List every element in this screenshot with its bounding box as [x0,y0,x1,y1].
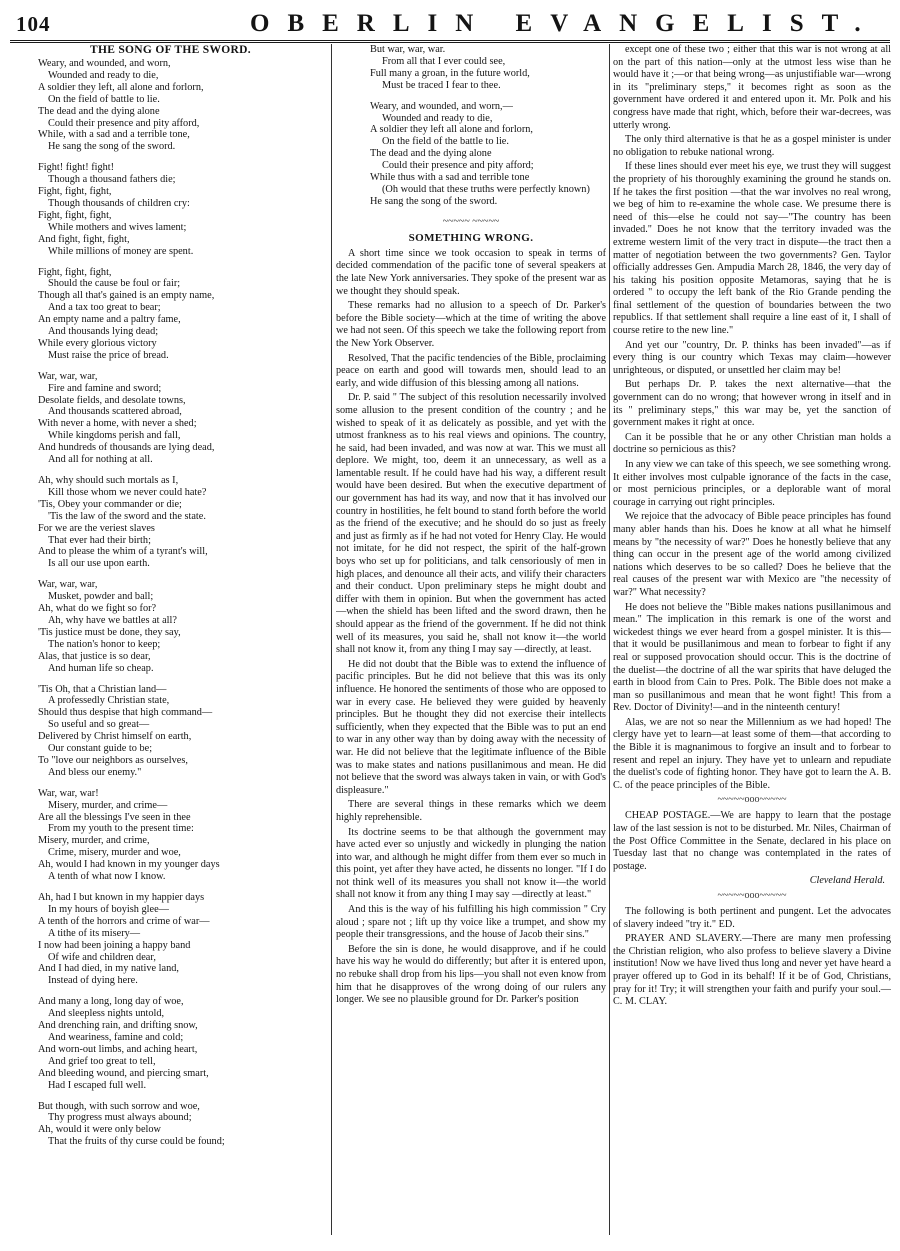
poem-line: While kingdoms perish and fall, [48,430,181,442]
article-paragraph: Alas, we are not so near the Millennium as we had hoped! The clergy have yet to learn—at least some of them—that according to the Bible it is magnanimous to forgive an insult and to forbear to resent and repel an injury. They have yet to unlearn and repudiate the duelist's code of fighting honor. They have got to learn the A. B. C. of the peace principles of the Bible. [613,716,891,791]
poem-line: Our constant guide to be; [48,743,153,755]
separator: ~~~~~ooo~~~~~ [717,890,787,901]
poem-line: 'Tis the law of the sword and the state. [48,510,206,522]
poem-line: On the field of the battle to lie. [382,136,509,148]
poem-stanza [38,1101,328,1149]
article-paragraph: Its doctrine seems to be that although the government may have acted ever so unjustly and wickedly in plunging the nation into war, and although he might differ from them ever so much in this point, yet after they have acted, he dissents no longer. "If I do not think well of its measures you shall not know it—the world shall not know it from any thing I may say —directly at least." [336,826,606,901]
poem-line: Must be traced I fear to thee. [382,79,501,91]
article-paragraph: except one of these two ; either that this war is not wrong at all on the part of this nation—only at the utmost less wise than he would have it ;—or that being wrong—as unjustifiable war—wrong in its "preliminary steps," it becomes right as soon as the government have ordered it and entered upon it. Mr. Polk and his congress have made that right, which, before their war-decrees, was utterly wrong. [613,44,891,131]
poem-line: Should thus despise that high command— [38,707,213,719]
poem-line: Ah, would it were only below [38,1124,161,1136]
poem-line: 'Tis, Obey your commander or die; [38,498,182,510]
column-poem [38,44,328,1239]
poem-line: That ever had their birth; [48,534,151,546]
poem-line: War, war, war! [38,787,99,799]
poem-line: An empty name and a paltry fame, [38,314,181,326]
poem-line: And worn-out limbs, and aching heart, [38,1043,198,1055]
poem-line: A tenth of the horrors and crime of war— [38,915,210,927]
poem-line: While millions of money are spent. [48,245,194,257]
article-paragraph: And this is the way of his fulfilling his high commission " Cry aloud ; spare not ; lift up thy voice like a trumpet, and show my people their transgressions, and the house of Jacob their sins." [336,904,606,941]
poem-line: Is all our use upon earth. [48,558,150,570]
poem-line: Could their presence and pity afford, [48,117,200,129]
poem-line: While mothers and wives lament; [48,221,187,233]
poem-line: A tithe of its misery— [48,927,141,939]
article-paragraph: These remarks had no allusion to a speech of Dr. Parker's before the Bible society—which at the time of writing the above we had not seen. Of this speech we take the following report from the New York Observer. [336,300,606,349]
poem-title: THE SONG OF THE SWORD. [90,44,251,56]
poem-line: Misery, murder, and crime, [38,835,150,847]
poem-stanza [38,162,328,257]
poem-line: Instead of dying here. [48,975,138,987]
poem-line: Though a thousand fathers die; [48,174,176,186]
poem-stanza [38,996,328,1091]
poem-line: Must raise the price of bread. [48,349,169,361]
poem-line: And drenching rain, and drifting snow, [38,1020,198,1032]
poem-line: A professedly Christian state, [48,695,170,707]
poem-line: That the fruits of thy curse could be found; [48,1136,225,1148]
poem-line: Had I escaped full well. [48,1079,147,1091]
poem-line: 'Tis justice must be done, they say, [38,626,181,638]
poem-line: Fire and famine and sword; [48,382,162,394]
poem-line: And to please the whim of a tyrant's will, [38,546,208,558]
poem-stanza [38,788,328,883]
poem-line: And a tax too great to bear; [48,302,161,314]
masthead [10,6,890,43]
poem-line: Crime, misery, murder and woe, [48,847,181,859]
poem-line: From all that I ever could see, [382,55,506,67]
poem-line: And hundreds of thousands are lying dead, [38,442,215,454]
poem-stanza [38,58,328,153]
poem-line: Though all that's gained is an empty name, [38,290,215,302]
article-paragraph: There are several things in these remarks which we deem highly reprehensible. [336,799,606,823]
poem-line: And thousands lying dead; [48,326,159,338]
poem-line: To "love our neighbors as ourselves, [38,754,188,766]
article-title: SOMETHING WRONG. [408,231,534,244]
article-paragraph: But perhaps Dr. P. takes the next alternative—that the government can do no wrong; that however wrong in itself and in its " preliminary steps," this war may be, yet the sanction of government makes it right at once. [613,379,891,429]
poem-line: And sleepless nights untold, [48,1008,165,1020]
poem-line: While thus with a sad and terrible tone [370,172,530,184]
poem-line: War, war, war, [38,579,98,591]
poem-stanza [336,101,606,208]
article-paragraph: He does not believe the "Bible makes nations pusillanimous and mean." The implication in this remark is one of the worst and wickedest things we ever heard from a gospel minister. It is this—that it would be pusillanimous and mean to forbear to fight if any real or supposed provocation should occur. This is the doctrine of the duelist—the doctrine of all the war spirits that have deluged the earth in blood from Cain to Pres. Polk. The Bible does not make a man so pusillanimous and mean that he wont fight! This from a Rev. Doctor of Divinity!—and in the ninteenth century! [613,601,891,714]
poem-stanza [38,684,328,779]
article-paragraph: Resolved, That the pacific tendencies of the Bible, proclaiming peace on earth and good will towards men, should lead to an early, and wide diffusion of this blessing among all nations. [336,352,606,389]
article-continued [613,44,891,792]
poem-line: But war, war, war. [370,44,446,55]
article-paragraph: Dr. P. said " The subject of this resolution necessarily involved some allusion to the present condition of the country ; and he wished to speak of it as delicately as possible, and yet with the utmost frankness as to his real views and opinions. The country, he said, had been invaded, and was now at war. This we must all deplore. We might, too, deem it an unnecessary, as well as a lamentable result. If he could have had his way, a different result would have been desired. But when the executive department of our government has had its way, and now that it has involved our country in hostilities, he felt bound to stand forth before the world as the friend of the executive; and he should do so just as freely and just as firmly as if he had not voted for Henry Clay. He would not imitate, for he did not respect, the spirit of the half-grown boys who set up for politicians, and talk censoriously of men in high places, and denounce all their acts, and vilify their characters and their conduct. Upon preliminary steps he might doubt and differ with them in opinion. But when the government has acted—when the shield has been lifted and the sword drawn, then he should appear as the friend of the government. If he did not think well of its measures, you said he, shall not know it—the world shall not know it, from any thing I may say —directly, at least. [336,392,606,656]
poem-line: Desolate fields, and desolate towns, [38,394,186,406]
poem-line: On the field of battle to lie. [48,93,160,105]
slavery-intro: The following is both pertinent and pungent. Let the advocates of slavery indeed "try it." ED. [613,906,891,930]
article-paragraph: In any view we can take of this speech, we see something wrong. It either involves most culpable ignorance of the facts in the case, or most pernicious principles, or a deplorable want of moral courage in carrying out right principles. [613,459,891,508]
poem-line: I now had been joining a happy band [38,939,191,951]
postage-notice: CHEAP POSTAGE.—We are happy to learn that the postage law of the last session is not to be disturbed. Mr. Niles, Chairman of the Post Office Committee in the Senate, declared in his place on Tuesday last that no change was contemplated in the rates of postage. [613,810,891,872]
poem-line: Misery, murder, and crime— [48,799,168,811]
poem-line: Ah, had I but known in my happier days [38,892,205,903]
poem-line: Ah, would I had known in my younger days [38,859,220,871]
column-right [613,44,891,1239]
poem-line: And weariness, famine and cold; [48,1031,184,1043]
poem-line: And all for nothing at all. [48,454,153,466]
poem-stanza [38,475,328,570]
poem-line: And fight, fight, fight, [38,233,130,245]
poem-stanza [38,267,328,362]
poem-line: Wounded and ready to die, [48,69,159,81]
poem-line: A soldier they left, all alone and forlorn, [38,81,204,93]
poem-stanza [38,892,328,987]
prayer-and-slavery: PRAYER AND SLAVERY.—There are many men professing the Christian religion, who also profess to believe slavery a Divine institution! Now we have lived thus long and never yet have heard a prayer offered up to God in its behalf! If it be of God, Christians, pray for it! Try; it will strengthen your faith and purify your soul.—C. M. CLAY. [613,933,891,1008]
poem-line: The nation's honor to keep; [48,638,161,650]
poem-line: (Oh would that these truths were perfectly known) [382,183,590,195]
poem-line: Fight, fight, fight, [38,186,112,198]
separator: ~~~~~ooo~~~~~ [717,794,787,806]
poem-line: Fight, fight, fight, [38,209,112,221]
poem-line: And grief too great to tell, [48,1055,156,1067]
poem-line: A tenth of what now I know. [48,871,166,883]
poem-stanza [336,44,606,92]
article-paragraph: The only third alternative is that he as a gospel minister is under no obligation to rebuke national wrong. [613,134,891,158]
poem-stanza [38,579,328,674]
poem-stanzas [38,58,328,1148]
poem-line: Should the cause be foul or fair; [48,278,181,290]
poem-line: Fight, fight, fight, [38,266,112,278]
poem-line: He sang the song of the sword. [48,141,176,153]
column-rule [331,44,332,1235]
poem-line: The dead and the dying alone [38,105,160,117]
poem-line: 'Tis Oh, that a Christian land— [38,683,167,695]
poem-line: And human life so cheap. [48,662,154,674]
article-paragraph: We rejoice that the advocacy of Bible peace principles has found many abler hands than his. Does he know at all what he himself means by "the necessity of war?" Does he honestly believe that any thing can occur in the present age of the world among civilized nations which deserves to be so called? Does he believe that the real causes of the present war with Mexico are "the necessity of war?" What necessity? [613,511,891,598]
poem-line: And bless our enemy." [48,766,142,778]
newspaper-title: OBERLIN EVANGELIST. [250,10,879,37]
poem-line: While, with a sad and a terrible tone, [38,129,190,141]
poem-line: With never a home, with never a shed; [38,418,197,430]
poem-line: Ah, why should such mortals as I, [38,475,179,486]
column-rule [609,44,610,1235]
poem-line: And thousands scattered abroad, [48,406,182,418]
poem-line: Fight! fight! fight! [38,162,115,174]
poem-line: Could their presence and pity afford; [382,160,534,172]
poem-line: For we are the veriest slaves [38,522,155,534]
poem-line: War, war, war, [38,370,98,382]
page-number: 104 [16,12,51,36]
poem-line: Alas, that justice is so dear, [38,650,151,662]
poem-line: Wounded and ready to die, [382,112,493,124]
poem-stanza [38,371,328,466]
column-middle [336,44,606,1239]
poem-line: And many a long, long day of woe, [38,996,184,1008]
poem-line: A soldier they left all alone and forlorn, [370,124,533,136]
poem-line: Thy progress must always abound; [48,1112,192,1124]
poem-line: Of wife and children dear, [48,951,156,963]
poem-line: Are all the blessings I've seen in thee [38,811,191,823]
poem-line: But though, with such sorrow and woe, [38,1100,200,1112]
article-body [336,248,606,1007]
poem-line: Ah, what do we fight so for? [38,603,157,615]
poem-line: Ah, why have we battles at all? [48,614,177,626]
poem-line: While every glorious victory [38,337,157,349]
poem-line: Delivered by Christ himself on earth, [38,731,192,743]
article-paragraph: If these lines should ever meet his eye, we trust they will suggest the propriety of his thoroughly examining the ground he stands on. If he takes the first position —that the war involves no real wrong, we beg of him to re-examine the whole case. We presume there is need of this—else he could not say—"The country has been invaded." Does he not know that the territory invaded was the extreme western limit of the very tract in dispute—the tract then a matter of negotiation between the two governments? Gen. Taylor officially addresses Gen. Ampudia March 28, 1846, the very day of his taking his position opposite Metamoras, saying that he is ordered " to occupy the left bank of the Rio Grande pending the final settlement of the question of boundaries between the two republics. If that settlement shall require a line east of it, I shall of course retire to the new line." [613,161,891,337]
postage-source: Cleveland Herald. [809,875,885,887]
article-paragraph: He did not doubt that the Bible was to extend the influence of pacific principles. But he did not believe that this was its only influence. He honored the sentiments of those who are opposed to war in every case. He believed they were guided by heavenly principles. But he thought they did not exercise their intellects sufficiently, when they expected that the Bible was to put an end to war in any other way than by doing away with the necessity of war. He did not believe that the legitimate influence of the Bible was to make states and nations pusillanimous and mean. He did not believe that the sword was always taken in vain, or with God's displeasure." [336,658,606,796]
separator: ~~~~~ ~~~~~ [442,215,500,227]
poem-line: Weary, and wounded, and worn, [38,58,171,69]
poem-line: So useful and so great— [48,719,150,731]
article-paragraph: And yet our "country, Dr. P. thinks has been invaded"—as if every thing is our country which Texas may claim—however unrighteous, or disputed, or unsettled her claim may be! [613,339,891,376]
article-paragraph: A short time since we took occasion to speak in terms of decided commendation of the pacific tone of several speakers at the late New York anniversaries. They spoke of the present war as we thought they should speak. [336,247,606,297]
poem-line: Full many a groan, in the future world, [370,67,530,79]
poem-line: The dead and the dying alone [370,148,492,160]
poem-line: From my youth to the present time: [48,823,194,835]
poem-line: Kill those whom we never could hate? [48,486,207,498]
poem-line: He sang the song of the sword. [370,195,498,207]
article-paragraph: Can it be possible that he or any other Christian man holds a doctrine so pernicious as this? [613,431,891,456]
poem-line: Though thousands of children cry: [48,197,190,209]
poem-line: In my hours of boyish glee— [48,903,169,915]
poem-line: Weary, and wounded, and worn,— [370,100,513,112]
article-paragraph: Before the sin is done, he would disapprove, and if he could have his way he would do differently; but after it is entered upon, no rebuke shall drop from his lips—you shall not even know from him that he disapproves of the wrong doing of our rulers any longer. We see no plausible ground for Dr. Parker's position [336,943,606,1006]
poem-line: Musket, powder and ball; [48,591,154,603]
poem-continued [336,44,606,208]
poem-line: And I had died, in my native land, [38,963,179,975]
poem-line: And bleeding wound, and piercing smart, [38,1067,209,1079]
